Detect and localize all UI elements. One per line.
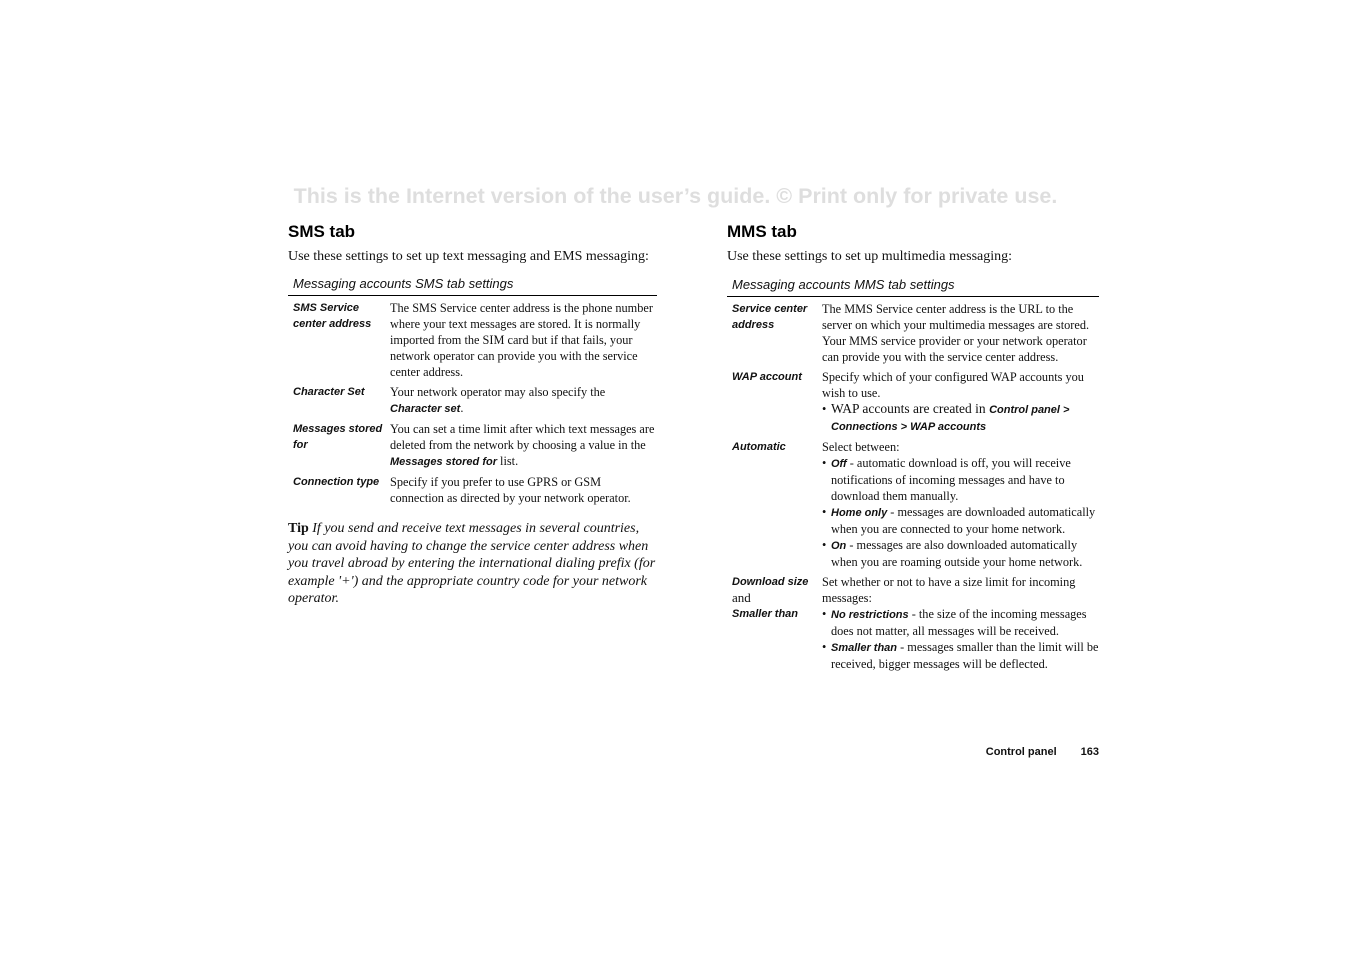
setting-term: Messages stored for [293,423,383,451]
bullet-dot-icon: • [822,538,827,552]
bullet-dot-icon: • [822,402,827,416]
table-row [288,296,657,380]
sms-settings-table [288,296,657,506]
desc-text: Set whether or not to have a size limit for incoming messages: [822,575,1076,605]
desc-text: Specify which of your configured WAP accounts you wish to use. [822,370,1084,400]
setting-description: Specify if you prefer to use GPRS or GSM connection as directed by your network operator. [390,475,631,505]
bullet-item [822,455,1099,504]
desc-text: Your network operator may also specify the [390,385,606,399]
bullet-dot-icon: • [822,640,827,654]
setting-term: Automatic [732,441,786,453]
sms-intro: Use these settings to set up text messaging and EMS messaging: [288,249,649,264]
keyword: Messages stored for [390,456,497,468]
bullet-item [822,537,1099,570]
setting-term: WAP account [732,371,802,383]
setting-description [390,380,657,417]
bullet-text: - automatic download is off, you will receive notifications of incoming messages and have to download them manually. [831,456,1071,503]
keyword: Home only [831,507,888,519]
bullet-dot-icon: • [822,505,827,519]
table-row [288,417,657,470]
term-part: Download size [732,576,809,588]
bullet-text: - the size of the incoming messages does not matter, all messages will be received. [831,607,1087,638]
setting-description: The MMS Service center address is the URL to the server on which your multimedia messages are stored. Your MMS service provider or your network operator can provide you with the service center address. [822,302,1090,364]
keyword: Smaller than [831,642,898,654]
mms-section [727,221,1099,672]
sms-table-caption: Messaging accounts SMS tab settings [288,276,657,296]
desc-text: . [460,401,464,415]
watermark-text: This is the Internet version of the user’s guide. © Print only for private use. [293,184,1058,208]
mms-intro: Use these settings to set up multimedia messaging: [727,249,1013,264]
table-row [288,380,657,417]
bullet-item [822,606,1099,639]
bullet-text: - messages are also downloaded automatically when you are roaming outside your home network. [831,538,1083,569]
setting-term: Service center address [732,303,808,331]
bullet-text: - messages smaller than the limit will be received, bigger messages will be deflected. [831,640,1099,671]
keyword: Character set [390,403,461,415]
bullet-text: - messages are downloaded automatically when you are connected to your home network. [831,505,1096,536]
keyword: On [831,540,847,552]
term-and: and [732,590,751,605]
bullet-text: WAP accounts are created in [831,401,990,416]
table-row [288,470,657,506]
bullet-item [822,504,1099,537]
desc-text: Select between: [822,440,900,454]
desc-text: list. [496,454,519,468]
bullet-item [822,401,1099,435]
setting-description [822,435,1099,570]
footer-section-name: Control panel [985,746,1057,758]
setting-description [822,365,1099,435]
desc-text: You can set a time limit after which text messages are deleted from the network by choosing a value in the [390,422,655,452]
tip-label: Tip [288,521,309,536]
term-part: Smaller than [732,608,799,620]
sms-tab-heading: SMS tab [288,222,356,241]
bullet-item [822,639,1099,672]
setting-term [727,570,822,672]
bullet-dot-icon: • [822,607,827,621]
tip-text: If you send and receive text messages in several countries, you can avoid having to change the service center address when you travel abroad by entering the international dialing prefix (for example '+') and the appropriate country code for your network operator. [288,521,656,606]
mms-tab-heading: MMS tab [727,222,797,241]
page-footer [986,746,1099,758]
page-number: 163 [1080,746,1099,758]
setting-description: The SMS Service center address is the phone number where your text messages are stored. It is normally imported from the SIM card but if that fails, your network operator can provide you with the service center address. [390,301,653,379]
sms-section [288,221,657,608]
keyword: No restrictions [831,609,909,621]
mms-table-caption: Messaging accounts MMS tab settings [727,277,1099,297]
table-row [727,297,1099,365]
setting-term: SMS Service center address [293,302,372,330]
keyword: Control panel > Connections > WAP accounts [831,404,1070,433]
keyword: Off [831,458,847,470]
setting-description [390,417,657,470]
table-row [727,365,1099,435]
table-row [727,435,1099,570]
setting-description [822,570,1099,672]
tip-paragraph [288,520,657,608]
setting-term: Connection type [293,476,380,488]
mms-settings-table [727,297,1099,672]
bullet-dot-icon: • [822,456,827,470]
table-row [727,570,1099,672]
setting-term: Character Set [293,386,365,398]
